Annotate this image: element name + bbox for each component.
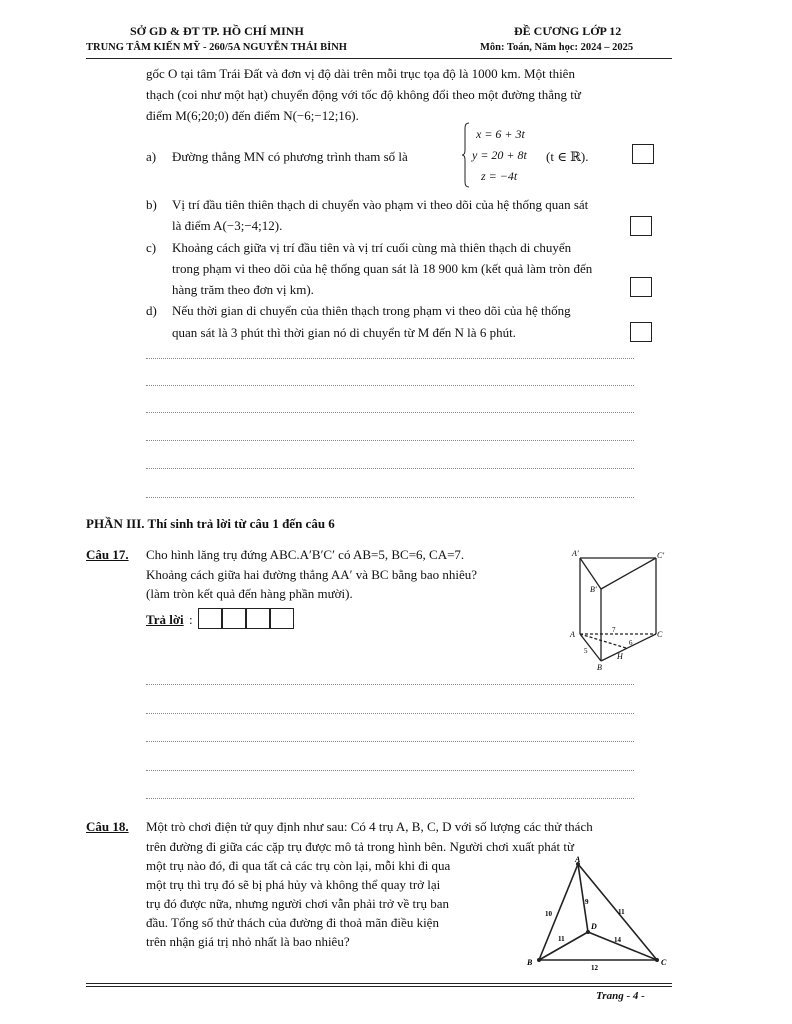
header-school: SỞ GD & ĐT TP. HỒ CHÍ MINH — [130, 24, 304, 38]
node-c: C — [661, 958, 667, 967]
section-title: PHẦN III. Thí sinh trả lời từ câu 1 đến câu 6 — [86, 516, 335, 531]
graph-figure — [520, 856, 676, 976]
weight-bc: 12 — [591, 964, 598, 972]
q17-line: Khoảng cách giữa hai đường thẳng AA′ và BC bằng bao nhiêu? — [146, 567, 478, 582]
node-b: B — [527, 958, 533, 967]
work-line — [146, 385, 634, 386]
label-c: C — [657, 630, 663, 639]
item-b-label: b) — [146, 197, 157, 212]
page-number: Trang - 4 - — [596, 990, 645, 1002]
question-18-label: Câu 18. — [86, 819, 129, 834]
label-b: B — [597, 663, 602, 672]
answer-label: Trả lời — [146, 612, 184, 627]
item-c-line: Khoảng cách giữa vị trí đầu tiên và vị trí cuối cùng mà thiên thạch di chuyển — [172, 240, 572, 255]
q18-line: trên đường đi giữa các cặp trụ được mô tả trong hình bên. Người chơi xuất phát từ — [146, 839, 575, 854]
item-a-text: Đường thẳng MN có phương trình tham số là — [172, 149, 408, 164]
q18-line: một trụ thì trụ đó sẽ bị phá hủy và không thể quay trở lại — [146, 877, 441, 892]
question-17-label: Câu 17. — [86, 547, 129, 562]
item-b-line: là điểm A(−3;−4;12). — [172, 218, 283, 233]
work-line — [146, 798, 634, 799]
edge-length-ca: 7 — [612, 626, 616, 634]
parameter-condition: (t ∈ ℝ). — [546, 149, 589, 164]
label-c-prime: C′ — [657, 551, 665, 560]
weight-ad: 9 — [585, 898, 589, 906]
q18-line: trên nhận giá trị nhỏ nhất là bao nhiêu? — [146, 934, 350, 949]
label-a: A — [570, 630, 575, 639]
equation-z: z = −4t — [481, 169, 518, 183]
q17-line: Cho hình lăng trụ đứng ABC.A′B′C′ có AB=5, BC=6, CA=7. — [146, 547, 465, 562]
work-line — [146, 741, 634, 742]
answer-digit-box[interactable] — [198, 608, 222, 629]
label-a-prime: A′ — [572, 549, 579, 558]
answer-digit-box[interactable] — [270, 608, 294, 629]
answer-box-d[interactable] — [630, 322, 652, 342]
q18-line: Một trò chơi điện tử quy định như sau: Có 4 trụ A, B, C, D với số lượng các thử thách — [146, 819, 593, 834]
item-d-line: Nếu thời gian di chuyển của thiên thạch trong phạm vi theo dõi của hệ thống — [172, 303, 571, 318]
work-line — [146, 770, 634, 771]
work-line — [146, 440, 634, 441]
work-line — [146, 358, 634, 359]
item-d-label: d) — [146, 303, 157, 318]
prism-figure — [566, 546, 670, 676]
intro-line: thạch (coi như một hạt) chuyển động với tốc độ không đổi theo một đường thẳng từ — [146, 87, 581, 102]
q18-line: trụ đó được nữa, nhưng người chơi vẫn phải trở về trụ ban — [146, 896, 449, 911]
answer-digit-box[interactable] — [222, 608, 246, 629]
q18-line: một trụ nào đó, đi qua tất cả các trụ còn lại, mỗi khi đi qua — [146, 858, 451, 873]
footer-rule — [86, 986, 672, 987]
work-line — [146, 497, 634, 498]
label-h: H — [617, 652, 623, 661]
header-doc-title: ĐỀ CƯƠNG LỚP 12 — [514, 24, 622, 38]
answer-box-c[interactable] — [630, 277, 652, 297]
edge-length-ab: 5 — [584, 647, 588, 655]
intro-line: điểm M(6;20;0) đến điểm N(−6;−12;16). — [146, 108, 359, 123]
work-line — [146, 412, 634, 413]
header-rule — [86, 58, 672, 59]
label-b-prime: B′ — [590, 585, 597, 594]
node-d: D — [591, 922, 597, 931]
answer-box-a[interactable] — [632, 144, 654, 164]
work-line — [146, 468, 634, 469]
answer-box-b[interactable] — [630, 216, 652, 236]
item-c-line: hàng trăm theo đơn vị km). — [172, 282, 314, 297]
system-brace — [462, 122, 470, 188]
intro-line: gốc O tại tâm Trái Đất và đơn vị độ dài trên mỗi trục tọa độ là 1000 km. Một thiên — [146, 66, 575, 81]
work-line — [146, 684, 634, 685]
item-c-line: trong phạm vi theo dõi của hệ thống quan sát là 18 900 km (kết quả làm tròn đến — [172, 261, 593, 276]
weight-cd: 14 — [614, 936, 621, 944]
header-subject: Môn: Toán, Năm học: 2024 – 2025 — [480, 42, 634, 53]
equation-y: y = 20 + 8t — [472, 148, 527, 162]
header-center: TRUNG TÂM KIẾN MỸ - 260/5A NGUYỄN THÁI BÌNH — [86, 42, 347, 53]
node-a: A — [575, 856, 581, 864]
q18-line: đầu. Tổng số thử thách của đường đi thoả mãn điều kiện — [146, 915, 439, 930]
q17-line: (làm tròn kết quả đến hàng phần mười). — [146, 586, 353, 601]
item-b-line: Vị trí đầu tiên thiên thạch di chuyển vào phạm vi theo dõi của hệ thống quan sát — [172, 197, 589, 212]
answer-colon: : — [189, 612, 193, 627]
footer-rule — [86, 983, 672, 984]
item-d-line: quan sát là 3 phút thì thời gian nó di chuyển từ M đến N là 6 phút. — [172, 325, 516, 340]
item-c-label: c) — [146, 240, 157, 255]
edge-length-bc: 6 — [629, 639, 633, 647]
weight-bd: 11 — [558, 935, 565, 943]
answer-digit-box[interactable] — [246, 608, 270, 629]
weight-ac: 11 — [618, 908, 625, 916]
weight-ab: 10 — [545, 910, 552, 918]
equation-x: x = 6 + 3t — [476, 127, 525, 141]
work-line — [146, 713, 634, 714]
item-a-label: a) — [146, 149, 157, 164]
